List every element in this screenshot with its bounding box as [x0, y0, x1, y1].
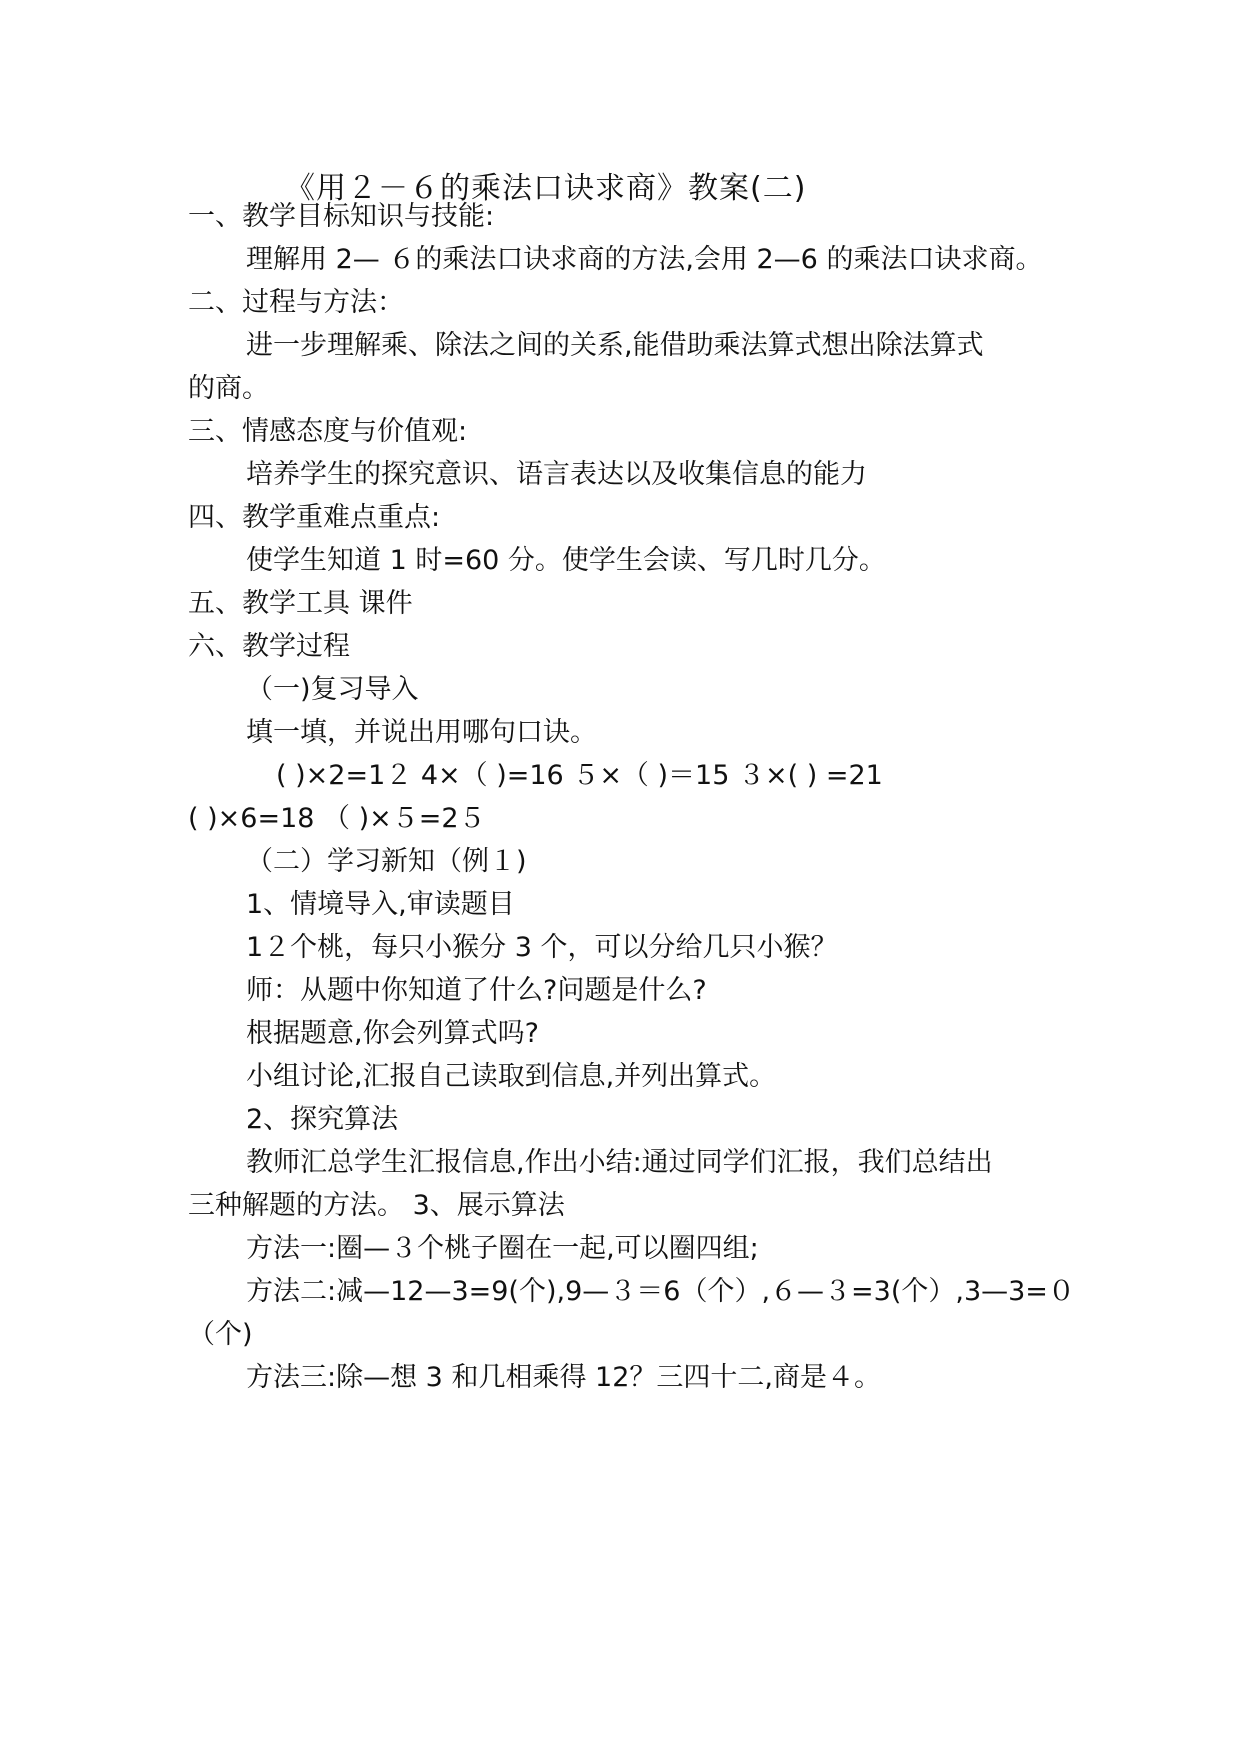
- heading-tools: 五、教学工具 课件: [188, 588, 413, 619]
- heading-process: 二、过程与方法：: [188, 287, 404, 318]
- heading-attitude: 三、情感态度与价值观:: [188, 416, 468, 447]
- paragraph-line: 的商。: [188, 373, 269, 404]
- subheading-new-knowledge: （二）学习新知（例１): [246, 846, 527, 877]
- paragraph-line: 进一步理解乘、除法之间的关系,能借助乘法算式想出除法算式: [246, 330, 984, 361]
- exercise-line: ( )×6=18 （ )×５=2５: [188, 803, 486, 834]
- heading-key-points: 四、教学重难点重点:: [188, 502, 441, 533]
- exercise-line: ( )×2=1２ 4×（ )=16 ５×（ )＝15 ３×( ) =21: [276, 760, 883, 791]
- paragraph-line: 使学生知道 1 时=60 分。使学生会读、写几时几分。: [246, 545, 886, 576]
- document-title: 《用２－６的乘法口诀求商》教案(二): [285, 171, 807, 206]
- paragraph-line: 理解用 2— ６的乘法口诀求商的方法,会用 2—6 的乘法口诀求商。: [246, 244, 1043, 275]
- paragraph-line: 1、情境导入,审读题目: [246, 889, 515, 920]
- paragraph-line: （个): [188, 1319, 253, 1350]
- paragraph-line: 方法三:除—想 3 和几相乘得 12？三四十二,商是４。: [246, 1362, 881, 1393]
- paragraph-line: 根据题意,你会列算式吗?: [246, 1018, 539, 1049]
- paragraph-line: 填一填，并说出用哪句口诀。: [246, 717, 597, 748]
- paragraph-line: 2、探究算法: [246, 1104, 399, 1135]
- paragraph-line: 师：从题中你知道了什么?问题是什么?: [246, 975, 707, 1006]
- paragraph-line: 小组讨论,汇报自己读取到信息,并列出算式。: [246, 1061, 777, 1092]
- paragraph-line: 方法一:圈—３个桃子圈在一起,可以圈四组;: [246, 1233, 759, 1264]
- heading-objectives: 一、教学目标知识与技能:: [188, 201, 495, 232]
- paragraph-line: 1２个桃，每只小猴分 3 个，可以分给几只小猴？: [246, 932, 838, 963]
- paragraph-line: 三种解题的方法。 3、展示算法: [188, 1190, 565, 1221]
- paragraph-line: 培养学生的探究意识、语言表达以及收集信息的能力: [246, 459, 867, 490]
- paragraph-line: 方法二:减—12—3=9(个),9—３＝6（个）,６—３=3(个）,3—3=０: [246, 1276, 1075, 1307]
- subheading-review: （一)复习导入: [246, 674, 419, 705]
- heading-procedure: 六、教学过程: [188, 631, 350, 662]
- paragraph-line: 教师汇总学生汇报信息,作出小结:通过同学们汇报，我们总结出: [246, 1147, 993, 1178]
